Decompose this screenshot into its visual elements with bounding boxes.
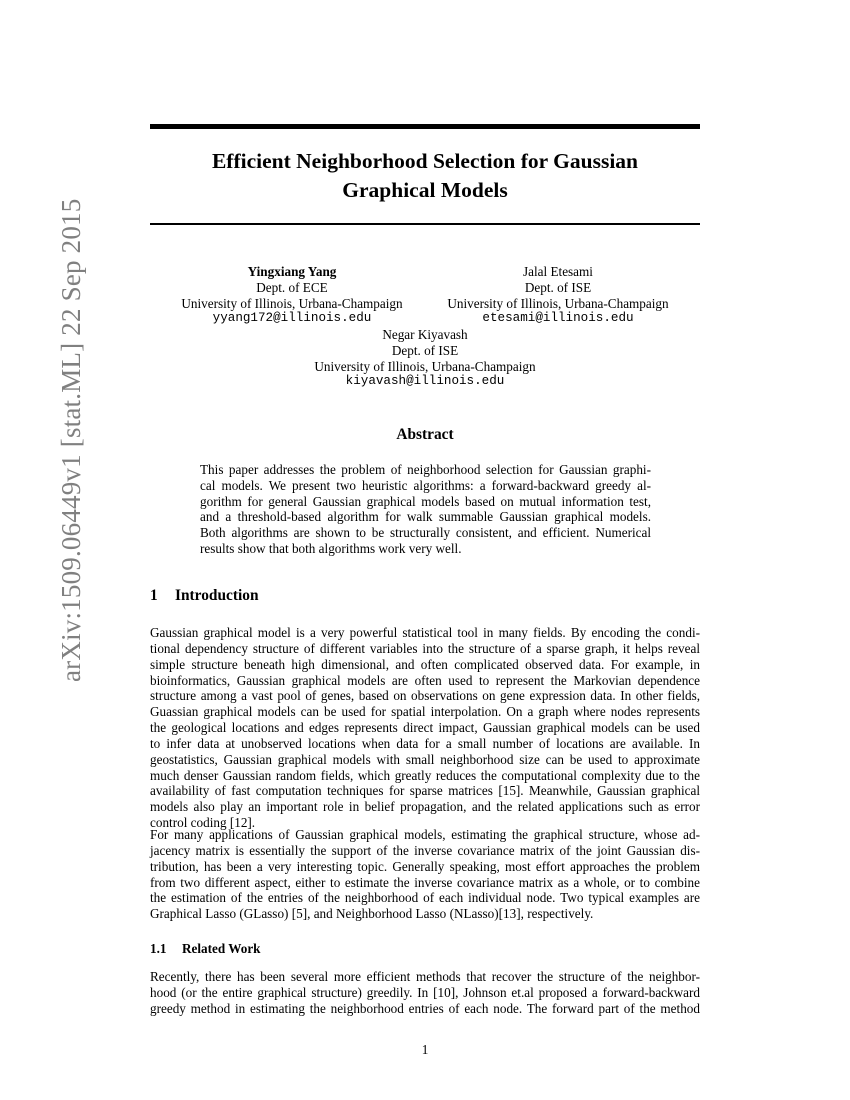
paper-title [150, 147, 700, 205]
abstract-heading: Abstract [396, 426, 454, 443]
abstract-line: and a threshold-based algorithm for walk summable Gaussian graphical models. [200, 509, 651, 525]
paragraph-line: the geological locations and edges represents direct impact, Gaussian graphical models can be used [150, 720, 700, 736]
author-block-etesami [418, 264, 698, 327]
paragraph-line: the estimation of the entries of the neighborhood of each individual node. Two typical examples are [150, 890, 700, 906]
paragraph-line: tional dependency structure of different variables into the structure of a sparse graph, it helps reveal [150, 640, 700, 656]
author-department: Dept. of ISE [391, 342, 459, 358]
author-email[interactable]: kiyavash@illinois.edu [345, 374, 505, 389]
paragraph-line: Gaussian graphical model is a very powerful statistical tool in many fields. By encoding the condi- [150, 625, 700, 640]
paper-title-line: Efficient Neighborhood Selection for Gaussian [211, 149, 639, 173]
paragraph-line: structure among a vast pool of genes, based on observations on gene expression data. In other fields, [150, 688, 700, 704]
abstract-line: This paper addresses the problem of neighborhood selection for Gaussian graphi- [200, 462, 651, 477]
paper-title-line: Graphical Models [342, 178, 508, 202]
paragraph-line: jacency matrix is essentially the support of the inverse covariance matrix of the joint Gaussian dis- [150, 842, 700, 858]
subsection-title: Related Work [182, 941, 261, 956]
author-affiliation: University of Illinois, Urbana-Champaign [181, 295, 403, 311]
author-department: Dept. of ECE [256, 279, 328, 295]
author-affiliation: University of Illinois, Urbana-Champaign [314, 358, 536, 374]
paragraph-line: tribution, has been a very interesting topic. Generally speaking, most effort approaches the problem [150, 858, 700, 874]
paragraph-line: much denser Gaussian random fields, which greatly reduces the computational complexity due to the [150, 767, 700, 783]
author-email[interactable]: etesami@illinois.edu [482, 311, 634, 326]
paragraph-line: Graphical Lasso (GLasso) [5], and Neighborhood Lasso (NLasso)[13], respectively. [150, 906, 594, 922]
paragraph-line: control coding [12]. [150, 815, 256, 831]
paragraph-line: greedy method in estimating the neighborhood entries of each node. The forward part of the method [150, 1000, 700, 1016]
author-email[interactable]: yyang172@illinois.edu [212, 311, 372, 326]
author-name: Yingxiang Yang [247, 264, 337, 279]
author-block-yang [152, 264, 432, 327]
paragraph-line: geostatistics, Gaussian graphical models with small neighborhood size can be used to approximate [150, 751, 700, 767]
paragraph-line: to infer data at unobserved locations when data for a small number of locations are available. In [150, 735, 700, 751]
related-work-paragraph-1 [150, 969, 700, 1017]
paragraph-line: Guassian graphical models can be used for spatial interpolation. On a graph where nodes represents [150, 704, 700, 720]
subsection-heading-related-work [150, 941, 261, 957]
abstract-line: Both algorithms are shown to be structurally consistent, and efficient. Numerical [200, 525, 651, 541]
paragraph-line: from two different aspect, either to estimate the inverse covariance matrix as a whole, or to combine [150, 874, 700, 890]
arxiv-identifier-stamp [16, 198, 86, 682]
paragraph-line: For many applications of Gaussian graphical models, estimating the graphical structure, whose ad- [150, 827, 700, 842]
subsection-number: 1.1 [150, 941, 167, 956]
abstract-line: gorithm for general Gaussian graphical models based on mutual information test, [200, 493, 651, 509]
paragraph-line: bioinformatics, Gaussian graphical models are often used to represent the Markovian dependence [150, 672, 700, 688]
page-number: 1 [421, 1042, 429, 1057]
arxiv-identifier-text: arXiv:1509.06449v1 [stat.ML] 22 Sep 2015 [56, 198, 86, 682]
paragraph-line: simple structure beneath high dimensional, and often complicated observed data. For example, in [150, 656, 700, 672]
paragraph-line: models also play an important role in belief propagation, and the related applications such as error [150, 799, 700, 815]
section-number: 1 [150, 587, 158, 604]
title-bottom-rule [150, 223, 700, 225]
abstract-line: cal models. We present two heuristic algorithms: a forward-backward greedy al- [200, 477, 651, 493]
section-heading-introduction [150, 587, 259, 605]
introduction-paragraph-1 [150, 625, 700, 831]
section-title: Introduction [175, 587, 259, 604]
paragraph-line: availability of fast computation techniques for sparse matrices [15]. Meanwhile, Gaussian graphical [150, 783, 700, 799]
abstract-body [200, 462, 651, 557]
author-name: Negar Kiyavash [382, 327, 468, 342]
title-top-rule [150, 124, 700, 129]
paragraph-line: Recently, there has been several more efficient methods that recover the structure of the neighbor- [150, 969, 700, 984]
author-block-kiyavash [285, 327, 565, 390]
paragraph-line: hood (or the entire graphical structure) greedily. In [10], Johnson et.al proposed a forward-backward [150, 984, 700, 1000]
abstract-line: results show that both algorithms work very well. [200, 540, 462, 556]
author-affiliation: University of Illinois, Urbana-Champaign [447, 295, 669, 311]
author-name: Jalal Etesami [523, 264, 593, 279]
introduction-paragraph-2 [150, 827, 700, 922]
author-department: Dept. of ISE [524, 279, 592, 295]
